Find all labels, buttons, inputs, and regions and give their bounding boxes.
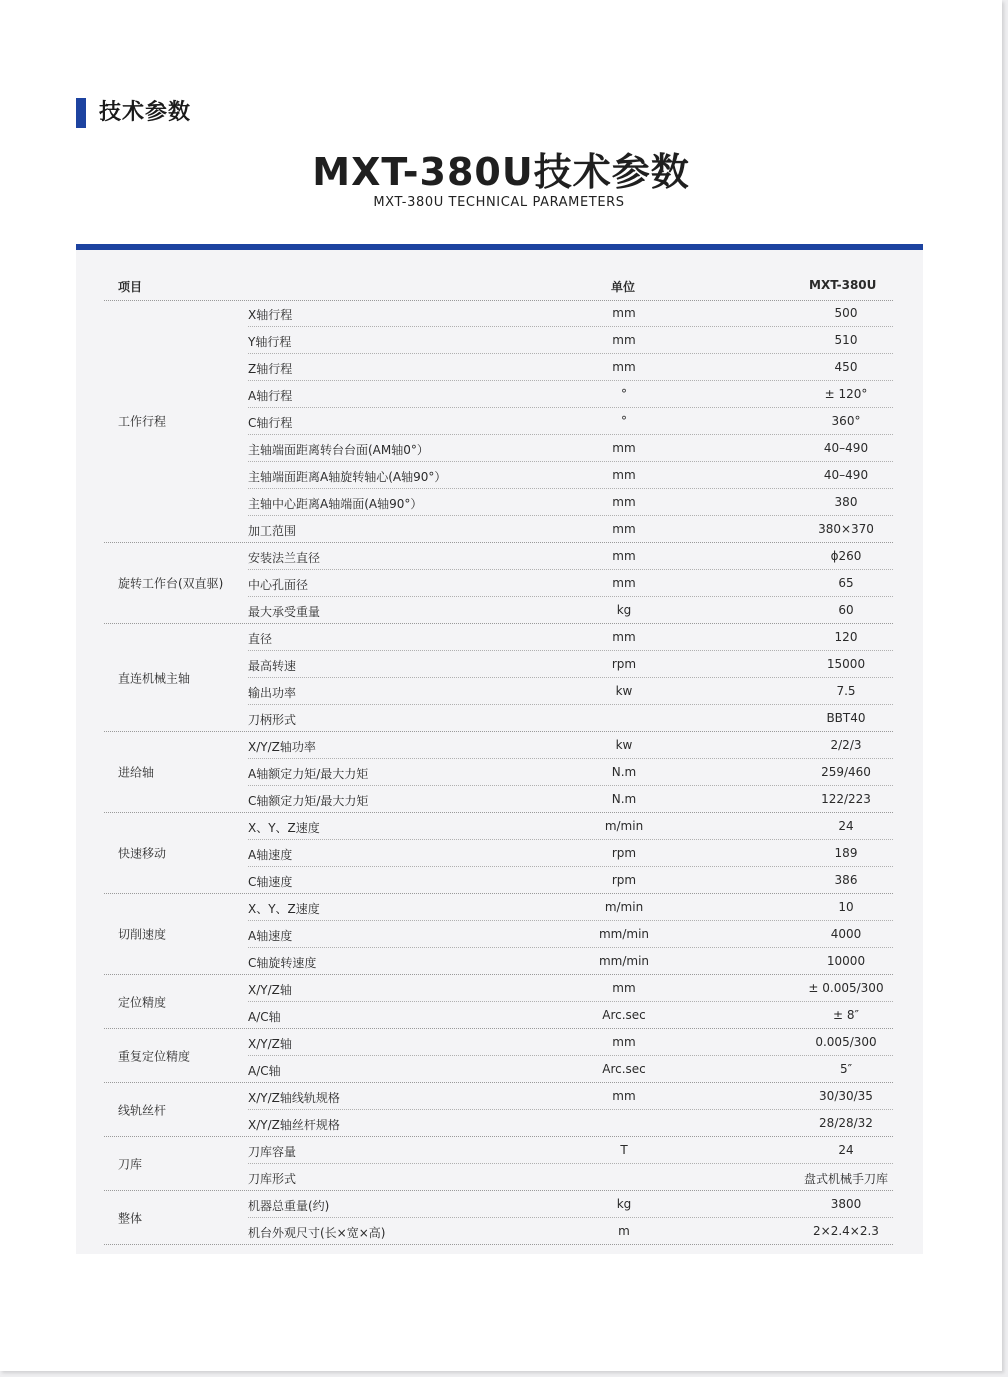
group-name: 直连机械主轴 xyxy=(118,671,191,685)
spec-unit: kw xyxy=(615,738,633,752)
spec-value: 0.005/300 xyxy=(815,1035,877,1049)
spec-item: Z轴行程 xyxy=(248,362,293,376)
spec-unit: mm xyxy=(612,522,636,536)
spec-item: X/Y/Z轴线轨规格 xyxy=(248,1091,340,1105)
spec-value: 40–490 xyxy=(823,468,869,482)
spec-item: A轴额定力矩/最大力矩 xyxy=(248,767,369,781)
spec-value: 盘式机械手刀库 xyxy=(803,1172,888,1186)
spec-value: 24 xyxy=(838,1143,854,1157)
spec-unit: mm xyxy=(612,576,636,590)
spec-group xyxy=(104,732,893,813)
table-row xyxy=(248,624,893,650)
section-title: 技术参数 xyxy=(99,100,192,125)
table-row xyxy=(248,543,893,569)
spec-unit: m xyxy=(618,1224,630,1238)
spec-value: 15000 xyxy=(826,657,866,671)
group-name: 进给轴 xyxy=(118,765,155,780)
table-row xyxy=(248,813,893,839)
spec-unit: N.m xyxy=(611,792,637,806)
spec-unit: mm xyxy=(612,306,636,320)
table-row xyxy=(248,326,893,353)
table-row xyxy=(248,1163,893,1190)
table-row xyxy=(248,380,893,407)
table-row xyxy=(248,839,893,866)
group-name: 线轨丝杆 xyxy=(118,1103,167,1117)
spec-group xyxy=(104,300,893,543)
spec-item: A轴速度 xyxy=(248,929,293,943)
header-item: 项目 xyxy=(118,280,143,294)
table-row xyxy=(248,1109,893,1136)
spec-group xyxy=(104,813,893,894)
spec-item: 直径 xyxy=(248,632,273,646)
spec-table xyxy=(76,244,923,1254)
table-row xyxy=(248,434,893,461)
spec-item: X/Y/Z轴丝杆规格 xyxy=(248,1118,340,1132)
spec-value: 259/460 xyxy=(821,765,871,779)
table-row xyxy=(248,1137,893,1163)
group-name: 刀库 xyxy=(118,1157,143,1171)
spec-value: 120 xyxy=(834,630,858,644)
spec-item: X、Y、Z速度 xyxy=(248,821,320,835)
spec-value: 510 xyxy=(834,333,858,347)
spec-item: X、Y、Z速度 xyxy=(248,902,320,916)
table-row xyxy=(248,920,893,947)
section-accent-bar xyxy=(76,98,86,128)
table-row xyxy=(248,353,893,380)
table-row xyxy=(248,894,893,920)
spec-item: 安装法兰直径 xyxy=(248,551,321,565)
table-row xyxy=(248,407,893,434)
spec-value: 65 xyxy=(838,576,854,590)
table-row xyxy=(248,975,893,1001)
spec-unit: mm xyxy=(612,360,636,374)
spec-unit: rpm xyxy=(611,846,637,860)
spec-item: C轴旋转速度 xyxy=(248,956,317,970)
spec-unit: mm xyxy=(612,495,636,509)
spec-unit: N.m xyxy=(611,765,637,779)
spec-group xyxy=(104,624,893,732)
spec-item: A轴速度 xyxy=(248,848,293,862)
spec-unit: mm xyxy=(612,333,636,347)
spec-item: 主轴端面距离转台台面(AM轴0°） xyxy=(248,443,429,457)
spec-unit: mm xyxy=(612,630,636,644)
spec-unit: mm xyxy=(612,441,636,455)
table-row xyxy=(248,785,893,812)
spec-value: 40–490 xyxy=(823,441,869,455)
spec-item: A/C轴 xyxy=(248,1064,281,1078)
table-row xyxy=(248,488,893,515)
table-row xyxy=(248,515,893,542)
group-name: 定位精度 xyxy=(118,995,167,1009)
spec-item: X/Y/Z轴 xyxy=(248,1037,292,1051)
spec-item: 刀柄形式 xyxy=(248,713,297,727)
spec-item: X/Y/Z轴 xyxy=(248,983,292,997)
group-name: 快速移动 xyxy=(118,846,167,861)
spec-unit: mm xyxy=(612,468,636,482)
spec-unit: m/min xyxy=(604,819,644,833)
spec-value: 189 xyxy=(834,846,858,860)
spec-item: Y轴行程 xyxy=(248,335,292,349)
table-row xyxy=(248,732,893,758)
spec-unit: mm/min xyxy=(598,927,650,941)
table-row xyxy=(248,1217,893,1244)
spec-item: 主轴端面距离A轴旋转轴心(A轴90°） xyxy=(248,470,447,484)
spec-item: 机器总重量(约) xyxy=(248,1199,330,1213)
spec-unit: Arc.sec xyxy=(602,1062,646,1076)
spec-value: 500 xyxy=(834,306,858,320)
spec-value: 450 xyxy=(834,360,858,374)
table-row xyxy=(248,704,893,731)
spec-value: ± 0.005/300 xyxy=(808,981,884,995)
table-row xyxy=(248,758,893,785)
spec-value: 122/223 xyxy=(821,792,871,806)
spec-item: 刀库形式 xyxy=(248,1172,297,1186)
spec-value: 4000 xyxy=(830,927,862,941)
spec-unit: mm xyxy=(612,1089,636,1103)
table-row xyxy=(248,1029,893,1055)
spec-value: 10000 xyxy=(826,954,866,968)
table-row xyxy=(248,1191,893,1217)
table-row xyxy=(248,866,893,893)
spec-value: 28/28/32 xyxy=(819,1116,873,1130)
spec-item: C轴行程 xyxy=(248,416,293,430)
spec-unit: Arc.sec xyxy=(602,1008,646,1022)
spec-item: 刀库容量 xyxy=(248,1145,297,1159)
spec-unit: rpm xyxy=(611,873,637,887)
spec-group xyxy=(104,975,893,1029)
spec-item: A/C轴 xyxy=(248,1010,281,1024)
spec-item: 中心孔面径 xyxy=(248,578,309,592)
spec-value: 5″ xyxy=(839,1062,853,1076)
spec-value: 60 xyxy=(838,603,854,617)
spec-unit: mm xyxy=(612,981,636,995)
spec-unit: ° xyxy=(621,414,627,428)
spec-item: 机台外观尺寸(长×宽×高) xyxy=(248,1226,386,1240)
table-row xyxy=(248,650,893,677)
spec-value: 3800 xyxy=(830,1197,862,1211)
spec-item: 输出功率 xyxy=(248,686,297,700)
spec-unit: kw xyxy=(615,684,633,698)
table-header xyxy=(104,274,893,301)
spec-item: X轴行程 xyxy=(248,308,293,322)
spec-value: 2/2/3 xyxy=(830,738,862,752)
table-row xyxy=(248,300,893,326)
spec-group xyxy=(104,1083,893,1137)
table-row xyxy=(248,1001,893,1028)
spec-item: 主轴中心距离A轴端面(A轴90°） xyxy=(248,497,423,511)
spec-unit: m/min xyxy=(604,900,644,914)
spec-unit: ° xyxy=(621,387,627,401)
table-row xyxy=(248,461,893,488)
spec-unit: mm xyxy=(612,1035,636,1049)
group-name: 整体 xyxy=(118,1211,143,1225)
group-name: 工作行程 xyxy=(118,414,167,429)
spec-value: 380 xyxy=(834,495,858,509)
table-row xyxy=(248,596,893,623)
sub-title: MXT-380U TECHNICAL PARAMETERS xyxy=(373,195,625,210)
spec-group xyxy=(104,1191,893,1245)
spec-item: 最高转速 xyxy=(248,659,297,673)
table-row xyxy=(248,569,893,596)
group-name: 旋转工作台(双直驱) xyxy=(118,576,224,591)
spec-value: 30/30/35 xyxy=(819,1089,873,1103)
spec-group xyxy=(104,894,893,975)
table-body xyxy=(104,300,893,1245)
spec-value: 360° xyxy=(831,414,861,428)
table-row xyxy=(248,947,893,974)
table-row xyxy=(248,1055,893,1082)
group-name: 切削速度 xyxy=(118,927,167,942)
header-unit: 单位 xyxy=(611,280,636,294)
spec-unit: T xyxy=(620,1143,628,1157)
spec-item: 最大承受重量 xyxy=(248,605,321,619)
spec-item: C轴额定力矩/最大力矩 xyxy=(248,794,369,808)
spec-value: 380×370 xyxy=(818,522,874,536)
spec-unit: mm xyxy=(612,549,636,563)
spec-item: 加工范围 xyxy=(248,524,297,538)
spec-value: ± 120° xyxy=(824,387,868,401)
spec-unit: kg xyxy=(616,1197,632,1211)
table-row xyxy=(248,677,893,704)
spec-value: 386 xyxy=(834,873,858,887)
table-row xyxy=(248,1083,893,1109)
spec-value: ± 8″ xyxy=(833,1008,859,1022)
spec-value: 24 xyxy=(838,819,854,833)
spec-group xyxy=(104,1137,893,1191)
spec-value: ϕ260 xyxy=(830,549,862,563)
header-model: MXT-380U xyxy=(809,278,877,292)
spec-value: 10 xyxy=(838,900,854,914)
spec-unit: kg xyxy=(616,603,632,617)
spec-group xyxy=(104,543,893,624)
spec-item: X/Y/Z轴功率 xyxy=(248,740,316,754)
spec-group xyxy=(104,1029,893,1083)
main-title: MXT-380U技术参数 xyxy=(312,150,690,194)
group-name: 重复定位精度 xyxy=(118,1049,191,1063)
spec-value: 7.5 xyxy=(836,684,856,698)
spec-value: BBT40 xyxy=(826,711,866,725)
spec-value: 2×2.4×2.3 xyxy=(813,1224,879,1238)
spec-unit: rpm xyxy=(611,657,637,671)
spec-item: C轴速度 xyxy=(248,875,293,889)
spec-unit: mm/min xyxy=(598,954,650,968)
spec-item: A轴行程 xyxy=(248,389,293,403)
